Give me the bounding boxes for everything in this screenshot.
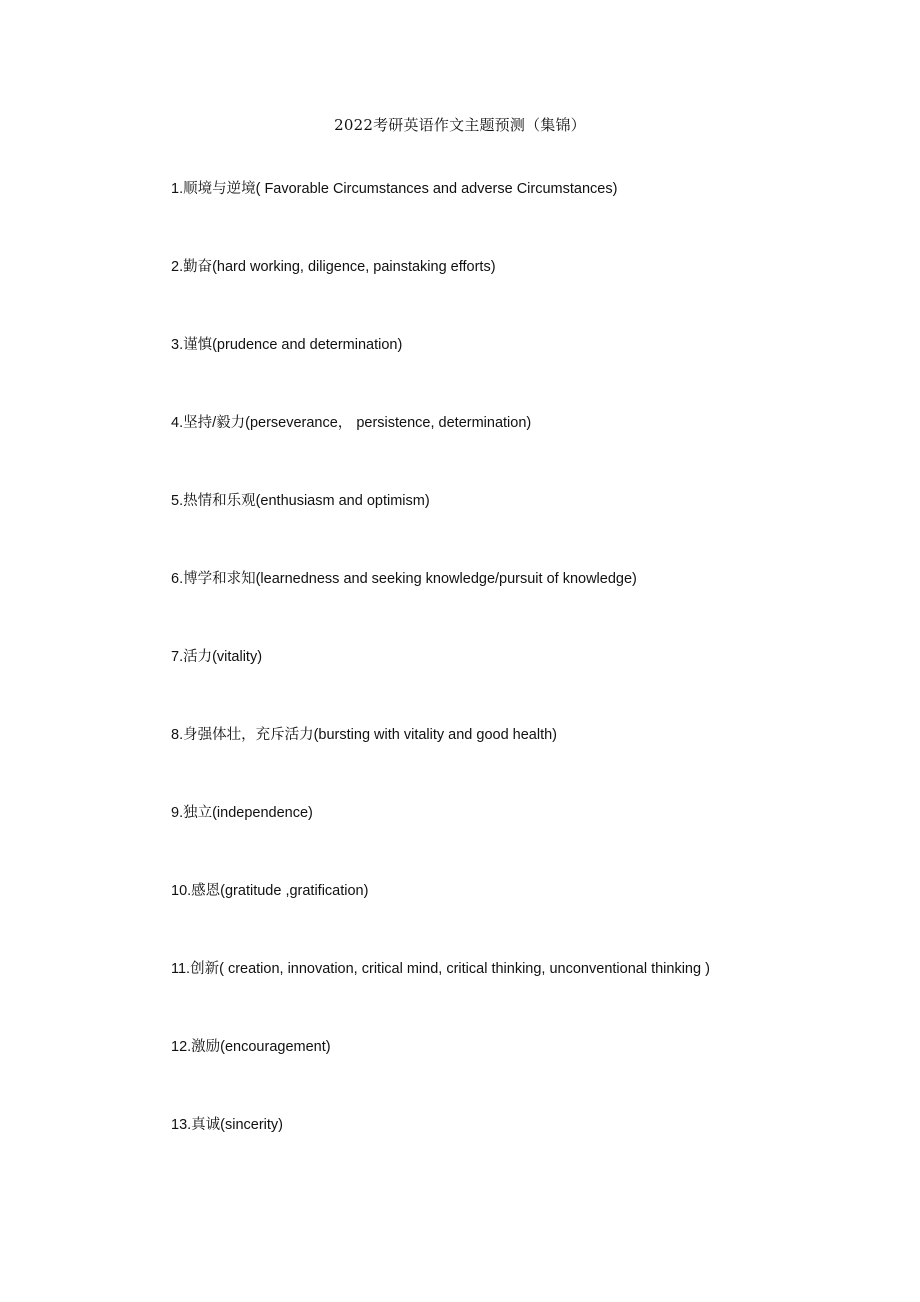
topic-item-2: 2.勤奋(hard working, diligence, painstaking efforts) <box>171 259 496 275</box>
topic-item-6: 6.博学和求知(learnedness and seeking knowledge/pursuit of knowledge) <box>171 571 637 587</box>
topic-list <box>171 178 871 1192</box>
topic-item-4: 4.坚持/毅力(perseverance， persistence, determination) <box>171 415 532 431</box>
topic-item-9: 9.独立(independence) <box>171 805 313 821</box>
topic-item-12: 12.激励(encouragement) <box>171 1039 331 1055</box>
topic-item-13: 13.真诚(sincerity) <box>171 1117 283 1133</box>
topic-item-1: 1.顺境与逆境( Favorable Circumstances and adverse Circumstances) <box>171 181 618 197</box>
topic-item-7: 7.活力(vitality) <box>171 649 263 665</box>
topic-item-3: 3.谨慎(prudence and determination) <box>171 337 403 353</box>
topic-item-10: 10.感恩(gratitude ,gratification) <box>171 883 369 899</box>
topic-item-5: 5.热情和乐观(enthusiasm and optimism) <box>171 493 430 509</box>
topic-item-11: 11.创新( creation, innovation, critical mind, critical thinking, unconventional thinking ) <box>171 961 710 977</box>
document-title: 2022考研英语作文主题预测（集锦） <box>334 116 586 134</box>
topic-item-8: 8.身强体壮，充斥活力(bursting with vitality and good health) <box>171 727 558 743</box>
